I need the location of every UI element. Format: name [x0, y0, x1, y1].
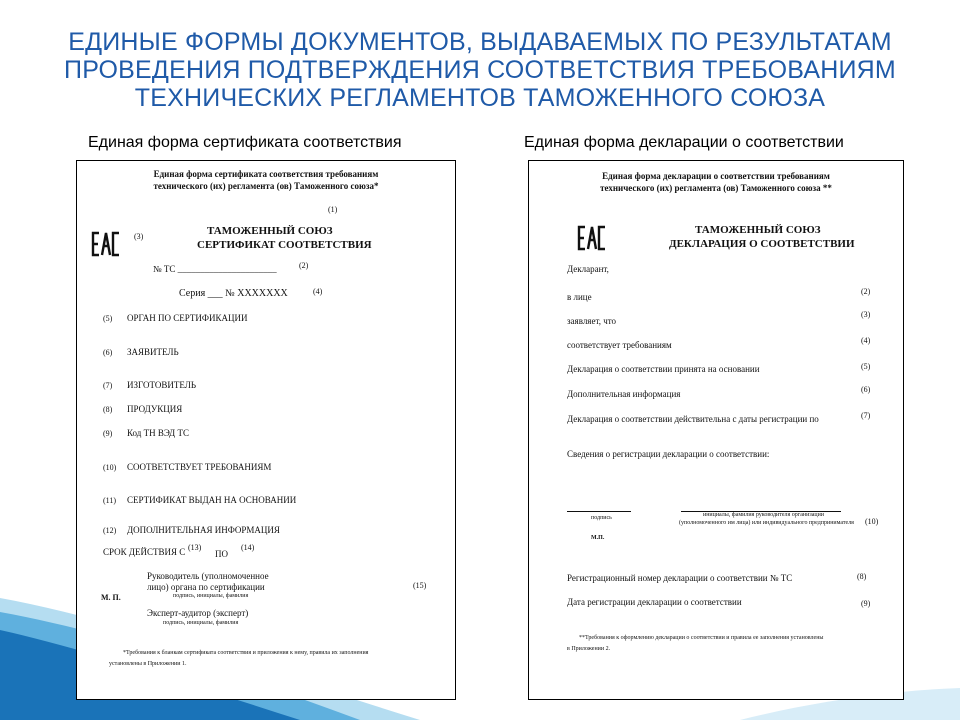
cert-item-text: ЗАЯВИТЕЛЬ [127, 347, 179, 357]
cert-series: Серия ___ № XXXXXXX [179, 288, 288, 299]
cert-item-num: (7) [103, 381, 113, 390]
decl-item-text: Дополнительная информация [567, 389, 681, 399]
title-line: ТЕХНИЧЕСКИХ РЕГЛАМЕНТОВ ТАМОЖЕННОГО СОЮЗА [134, 84, 826, 112]
cert-item-text: ОРГАН ПО СЕРТИФИКАЦИИ [127, 313, 248, 323]
decl-reg-date: Дата регистрации декларации о соответствии [567, 597, 742, 607]
cert-item-num: (8) [103, 405, 113, 414]
decl-item-num: (5) [861, 362, 871, 371]
eac-logo-icon [577, 225, 607, 251]
cert-union: ТАМОЖЕННЫЙ СОЮЗ [207, 225, 333, 237]
cert-head-line2: лицо) органа по сертификации [147, 582, 265, 592]
decl-mark-10: (10) [865, 517, 879, 526]
decl-item-num: (7) [861, 411, 871, 420]
cert-mark-1: (1) [328, 205, 338, 214]
decl-name-hint2: (уполномоченного им лица) или индивидуального предпринимателя [679, 520, 854, 526]
cert-item-num: (5) [103, 314, 113, 323]
cert-sign-hint-expert: подпись, инициалы, фамилия [163, 620, 239, 626]
decl-union: ТАМОЖЕННЫЙ СОЮЗ [695, 224, 821, 236]
decl-item-num: (6) [861, 385, 871, 394]
cert-mark-14: (14) [241, 543, 255, 552]
cert-sign-hint: подпись, инициалы, фамилия [173, 593, 249, 599]
decl-footnote-line1: **Требования к оформлению декларации о соответствии и правила ее заполнения установлены [579, 635, 824, 641]
decl-mark-9: (9) [861, 599, 871, 608]
decl-item-num: (2) [861, 287, 871, 296]
decl-item-text: Декларация о соответствии действительна с даты регистрации по [567, 414, 819, 424]
decl-sign-hint: подпись [591, 515, 612, 521]
decl-declarant: Декларант, [567, 264, 609, 274]
decl-registration-info: Сведения о регистрации декларации о соответствии: [567, 449, 770, 459]
cert-mark-13: (13) [188, 543, 202, 552]
declaration-caption: Единая форма декларации о соответствии [524, 134, 844, 151]
cert-logo-mark: (3) [134, 232, 144, 241]
declaration-form [528, 160, 904, 700]
decl-doc-title: ДЕКЛАРАЦИЯ О СООТВЕТСТВИИ [669, 238, 855, 250]
cert-number-label: № ТС ______________________ [153, 264, 277, 274]
decl-mp: М.П. [591, 535, 605, 541]
slide-title [0, 28, 960, 112]
cert-footnote-line2: установлены в Приложении 1. [109, 661, 187, 667]
decl-header-line2: технического (их) регламента (ов) Таможенного союза ** [600, 183, 832, 193]
cert-mp: М. П. [101, 593, 121, 602]
cert-item-num: (12) [103, 526, 117, 535]
cert-item-text: ДОПОЛНИТЕЛЬНАЯ ИНФОРМАЦИЯ [127, 525, 280, 535]
decl-item-text: в лице [567, 292, 592, 302]
certificate-caption: Единая форма сертификата соответствия [88, 134, 402, 151]
title-line: ПРОВЕДЕНИЯ ПОДТВЕРЖДЕНИЯ СООТВЕТСТВИЯ ТРЕБОВАНИЯМ [64, 56, 896, 84]
cert-item-text: СЕРТИФИКАТ ВЫДАН НА ОСНОВАНИИ [127, 495, 297, 505]
cert-expert: Эксперт-аудитор (эксперт) [147, 608, 249, 618]
cert-doc-title: СЕРТИФИКАТ СООТВЕТСТВИЯ [197, 239, 372, 251]
decl-name-hint1: инициалы, фамилия руководителя организации [703, 512, 824, 518]
decl-sign-line [567, 511, 631, 512]
cert-item-text: ИЗГОТОВИТЕЛЬ [127, 380, 197, 390]
decl-item-text: соответствует требованиям [567, 340, 672, 350]
decl-item-num: (3) [861, 310, 871, 319]
cert-mark-4: (4) [313, 287, 323, 296]
cert-to: ПО [215, 549, 228, 559]
cert-mark-2: (2) [299, 261, 309, 270]
cert-footnote-line1: *Требования к бланкам сертификата соответствия и приложения к нему, правила их заполнения [123, 650, 369, 656]
certificate-form [76, 160, 456, 700]
cert-header-line2: технического (их) регламента (ов) Таможенного союза* [153, 181, 379, 191]
cert-item-num: (6) [103, 348, 113, 357]
cert-head-line1: Руководитель (уполномоченное [147, 571, 269, 581]
cert-item-text: СООТВЕТСТВУЕТ ТРЕБОВАНИЯМ [127, 462, 272, 472]
decl-header-line1: Единая форма декларации о соответствии требованиям [602, 171, 830, 181]
decl-item-text: заявляет, что [567, 316, 617, 326]
cert-mark-15: (15) [413, 581, 427, 590]
cert-item-text: Код ТН ВЭД ТС [127, 428, 189, 438]
decl-item-num: (4) [861, 336, 871, 345]
cert-item-num: (9) [103, 429, 113, 438]
eac-logo-icon [91, 231, 121, 257]
title-line: ЕДИНЫЕ ФОРМЫ ДОКУМЕНТОВ, ВЫДАВАЕМЫХ ПО РЕЗУЛЬТАТАМ [68, 28, 892, 56]
cert-header-line1: Единая форма сертификата соответствия требованиям [153, 169, 379, 179]
decl-mark-8: (8) [857, 572, 867, 581]
cert-validity: СРОК ДЕЙСТВИЯ С [103, 547, 186, 557]
decl-item-text: Декларация о соответствии принята на основании [567, 364, 760, 374]
decl-footnote-line2: в Приложении 2. [567, 646, 611, 652]
cert-item-num: (10) [103, 463, 117, 472]
decl-reg-number: Регистрационный номер декларации о соответствии № ТС [567, 573, 793, 583]
cert-item-text: ПРОДУКЦИЯ [127, 404, 183, 414]
cert-item-num: (11) [103, 496, 117, 505]
